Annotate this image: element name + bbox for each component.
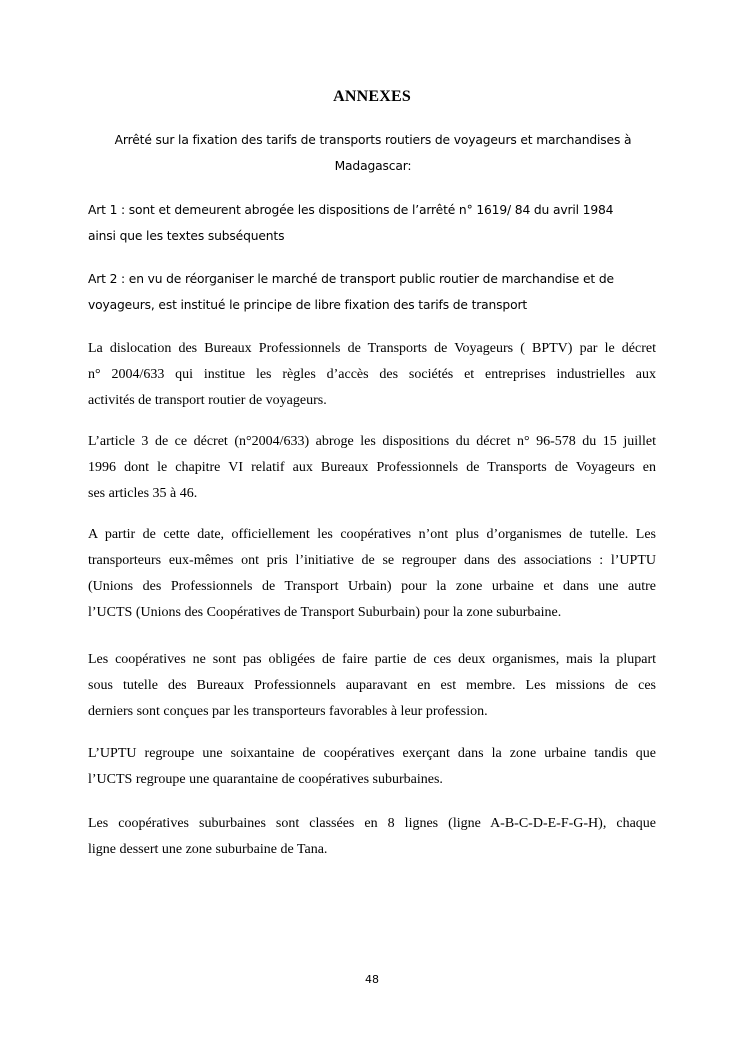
page-heading: ANNEXES [333,88,411,105]
paragraph-line: derniers sont conçues par les transporteurs favorables à leur profession. [88,704,488,719]
paragraph-line: Les coopératives ne sont pas obligées de faire partie de ces deux organismes, mais la plupart [88,652,656,667]
paragraph-line: n° 2004/633 qui institue les règles d’accès des sociétés et entreprises industrielles aux [88,367,656,382]
article-1-line: ainsi que les textes subséquents [88,229,285,243]
paragraph-cooperatives [88,522,656,626]
paragraph-line: A partir de cette date, officiellement les coopératives n’ont plus d’organismes de tutelle. Les [88,527,656,542]
paragraph-membership [88,647,656,725]
paragraph-line: ses articles 35 à 46. [88,486,198,501]
paragraph-line: (Unions des Professionnels de Transport Urbain) pour la zone urbaine et dans une autre [88,579,656,594]
decree-title [90,127,656,179]
paragraph-line: Les coopératives suburbaines sont classées en 8 lignes (ligne A-B-C-D-E-F-G-H), chaque [88,816,656,831]
decree-title-line: Madagascar: [334,159,412,173]
article-2-line: Art 2 : en vu de réorganiser le marché de transport public routier de marchandise et de [88,272,614,286]
paragraph-line: transporteurs eux-mêmes ont pris l’initiative de se regrouper dans des associations : l’UPTU [88,553,656,568]
paragraph-line: 1996 dont le chapitre VI relatif aux Bureaux Professionnels de Transports de Voyageurs en [88,460,656,475]
paragraph-line: activités de transport routier de voyageurs. [88,393,327,408]
paragraph-line: l’UCTS regroupe une quarantaine de coopératives suburbaines. [88,772,443,787]
paragraph-line: sous tutelle des Bureaux Professionnels auparavant en est membre. Les missions de ces [88,678,656,693]
article-1 [88,197,656,249]
paragraph-line: L’article 3 de ce décret (n°2004/633) abroge les dispositions du décret n° 96-578 du 15 juillet [88,434,656,449]
paragraph-line: ligne dessert une zone suburbaine de Tana. [88,842,328,857]
paragraph-line: l’UCTS (Unions des Coopératives de Transport Suburbain) pour la zone suburbaine. [88,605,562,620]
article-2-line: voyageurs, est institué le principe de libre fixation des tarifs de transport [88,298,528,312]
paragraph-lines [88,811,656,863]
paragraph-uptu [88,741,656,793]
paragraph-line: L’UPTU regroupe une soixantaine de coopératives exerçant dans la zone urbaine tandis que [88,746,656,761]
article-1-line: Art 1 : sont et demeurent abrogée les dispositions de l’arrêté n° 1619/ 84 du avril 1984 [88,203,614,217]
paragraph-line: La dislocation des Bureaux Professionnels de Transports de Voyageurs ( BPTV) par le décret [88,341,656,356]
page-number: 48 [365,973,379,986]
decree-title-line: Arrêté sur la fixation des tarifs de transports routiers de voyageurs et marchandises à [114,133,632,147]
paragraph-article-3 [88,429,656,507]
article-2 [88,266,656,318]
paragraph-bptv [88,336,656,414]
